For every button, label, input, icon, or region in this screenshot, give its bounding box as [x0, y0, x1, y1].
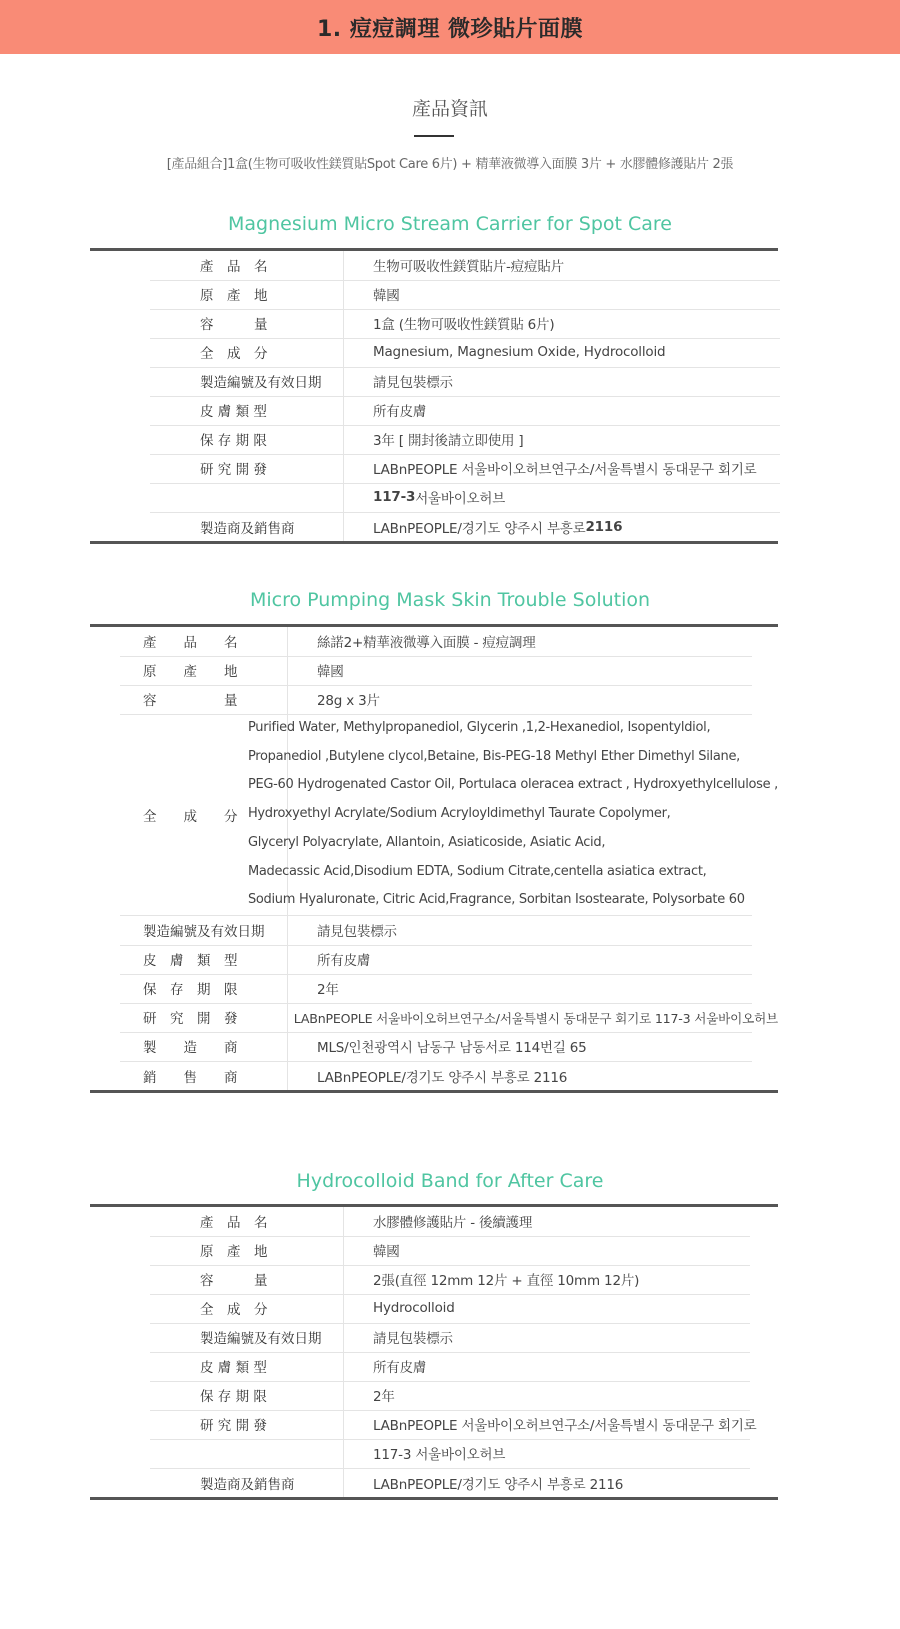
- row-label: 全 成 分: [200, 1302, 268, 1319]
- section1-title: Magnesium Micro Stream Carrier for Spot Care: [228, 213, 672, 235]
- row-label: 製造商及銷售商: [200, 520, 295, 537]
- row-value: 請見包裝標示: [373, 1331, 453, 1348]
- row-value: 水膠體修護貼片 - 後續護理: [373, 1215, 533, 1232]
- row-value: 請見包裝標示: [317, 924, 397, 941]
- section2-spec-table: [90, 624, 778, 1093]
- section3-title: Hydrocolloid Band for After Care: [296, 1170, 604, 1192]
- row-label: 全 成 分: [143, 808, 238, 825]
- address-number: 117-3: [373, 489, 416, 506]
- row-label: 製造編號及有效日期: [200, 1331, 322, 1348]
- row-label: 製 造 商: [143, 1040, 238, 1057]
- row-value: 絲諾2+精華液微導入面膜 - 痘痘調理: [317, 635, 536, 652]
- table-row-ingredients: [90, 714, 778, 915]
- ingredients-list: [248, 714, 778, 915]
- ingredients-line: Hydroxyethyl Acrylate/Sodium Acryloyldimethyl Taurate Copolymer,: [247, 806, 671, 822]
- row-value: Magnesium, Magnesium Oxide, Hydrocolloid: [373, 344, 666, 361]
- table-row: [90, 656, 778, 685]
- address-text: LABnPEOPLE/경기도 양주시 부흥로: [373, 520, 586, 537]
- row-label: 全 成 分: [200, 346, 268, 363]
- row-value: LABnPEOPLE 서울바이오허브연구소/서울특별시 동대문구 회기로: [373, 1418, 757, 1435]
- table-row: [90, 1352, 778, 1381]
- row-value: Hydrocolloid: [373, 1300, 455, 1317]
- row-value: 生物可吸收性鎂質貼片-痘痘貼片: [373, 259, 564, 276]
- row-value: 2張(直徑 12mm 12片 + 直徑 10mm 12片): [373, 1273, 640, 1290]
- row-value: 韓國: [373, 1244, 400, 1261]
- ingredients-line: Purified Water, Methylpropanediol, Glycerin ,1,2-Hexanediol, Isopentyldiol,: [247, 720, 711, 736]
- section1-spec-table: [90, 248, 778, 544]
- row-label: 產 品 名: [143, 635, 238, 652]
- table-row: [90, 454, 778, 483]
- row-label: [90, 483, 373, 512]
- row-label: 保 存 期 限: [200, 1389, 267, 1406]
- banner-title: 1. 痘痘調理 微珍貼片面膜: [317, 16, 583, 42]
- row-value: 2年: [373, 1389, 395, 1406]
- row-label: 原 產 地: [200, 1244, 268, 1261]
- row-label: 銷 售 商: [143, 1069, 238, 1086]
- table-row: [90, 1003, 778, 1032]
- product-composition-text: [產品組合]1盒(生物可吸收性鎂質貼Spot Care 6片) + 精華液微導入面膜 3片 + 水膠體修護貼片 2張: [166, 157, 734, 172]
- table-row: [90, 974, 778, 1003]
- table-row: [90, 309, 778, 338]
- row-value: [373, 483, 505, 512]
- table-row: [90, 280, 778, 309]
- row-value: 1盒 (生物可吸收性鎂質貼 6片): [373, 317, 555, 334]
- table-row: [90, 685, 778, 714]
- row-value: LABnPEOPLE 서울바이오허브연구소/서울특별시 동대문구 회기로 117-3 서울바이오허브: [293, 1010, 778, 1026]
- address-rest: 서울바이오허브: [415, 491, 506, 508]
- row-value: MLS/인천광역시 남동구 남동서로 114번길 65: [317, 1040, 587, 1057]
- row-value: 所有皮膚: [373, 404, 427, 421]
- table-row: [90, 1294, 778, 1323]
- row-label: 容 量: [143, 693, 238, 710]
- table-row: [90, 425, 778, 454]
- ingredients-line: Glyceryl Polyacrylate, Allantoin, Asiaticoside, Asiatic Acid,: [247, 834, 606, 850]
- table-row: [90, 916, 778, 945]
- row-value: 所有皮膚: [373, 1360, 427, 1377]
- row-label: 皮 膚 類 型: [200, 404, 267, 421]
- row-value: 請見包裝標示: [373, 375, 453, 392]
- ingredients-line: PEG-60 Hydrogenated Castor Oil, Portulaca oleracea extract , Hydroxyethylcellulose ,: [247, 777, 778, 793]
- row-label: 製造編號及有效日期: [143, 924, 265, 941]
- product-info-heading: 產品資訊: [411, 98, 488, 120]
- row-label: 製造商及銷售商: [200, 1476, 295, 1493]
- row-label: 容 量: [200, 1273, 268, 1290]
- header-banner: [0, 0, 900, 54]
- table-row: [90, 627, 778, 656]
- row-value: LABnPEOPLE/경기도 양주시 부흥로 2116: [373, 1476, 624, 1493]
- row-label: 皮 膚 類 型: [143, 953, 238, 970]
- ingredients-line: Madecassic Acid,Disodium EDTA, Sodium Citrate,centella asiatica extract,: [247, 863, 707, 879]
- row-label: 研 究 開 發: [200, 1418, 267, 1435]
- row-label: 研 究 開 發: [143, 1011, 238, 1028]
- row-label: 製造編號及有效日期: [200, 375, 322, 392]
- table-row: [90, 251, 778, 280]
- table-row: [90, 1468, 778, 1497]
- table-row: [90, 1236, 778, 1265]
- table-row: [90, 396, 778, 425]
- table-row: [90, 1323, 778, 1352]
- row-label: 研 究 開 發: [200, 462, 267, 479]
- row-value: 3年 [ 開封後請立即使用 ]: [373, 433, 524, 450]
- ingredients-line: Propanediol ,Butylene clycol,Betaine, Bis-PEG-18 Methyl Ether Dimethyl Silane,: [247, 748, 740, 764]
- table-row: [90, 1410, 778, 1439]
- table-row: [90, 1061, 778, 1090]
- row-label: 保 存 期 限: [200, 433, 267, 450]
- row-label: 原 產 地: [200, 288, 268, 305]
- section3-spec-table: [90, 1204, 778, 1500]
- address-number: 2116: [585, 518, 623, 535]
- table-row: [90, 945, 778, 974]
- table-row: [90, 483, 778, 512]
- table-row: [90, 367, 778, 396]
- row-label: 產 品 名: [200, 259, 268, 276]
- row-label: 皮 膚 類 型: [200, 1360, 267, 1377]
- row-label: [90, 1439, 373, 1468]
- row-label: 保 存 期 限: [143, 982, 238, 999]
- table-row: [90, 1207, 778, 1236]
- table-row: [90, 512, 778, 541]
- row-value: 2年: [317, 982, 339, 999]
- row-label: 產 品 名: [200, 1215, 268, 1232]
- row-label: 原 產 地: [143, 664, 238, 681]
- row-value: 28g x 3片: [317, 693, 380, 710]
- row-value: 117-3 서울바이오허브: [373, 1447, 506, 1464]
- table-row: [90, 1439, 778, 1468]
- row-value: LABnPEOPLE/경기도 양주시 부흥로 2116: [317, 1069, 568, 1086]
- row-value: 韓國: [317, 664, 344, 681]
- section2-title: Micro Pumping Mask Skin Trouble Solution: [249, 589, 651, 611]
- row-value: 所有皮膚: [317, 953, 371, 970]
- table-row: [90, 1032, 778, 1061]
- row-value: 韓國: [373, 288, 400, 305]
- table-row: [90, 1265, 778, 1294]
- row-value: [373, 512, 622, 541]
- row-label: 容 量: [200, 317, 268, 334]
- row-value: LABnPEOPLE 서울바이오허브연구소/서울특별시 동대문구 회기로: [373, 462, 757, 479]
- heading-underline: [414, 135, 454, 137]
- ingredients-line: Sodium Hyaluronate, Citric Acid,Fragrance, Sorbitan Isostearate, Polysorbate 60: [247, 892, 745, 908]
- table-row: [90, 338, 778, 367]
- table-row: [90, 1381, 778, 1410]
